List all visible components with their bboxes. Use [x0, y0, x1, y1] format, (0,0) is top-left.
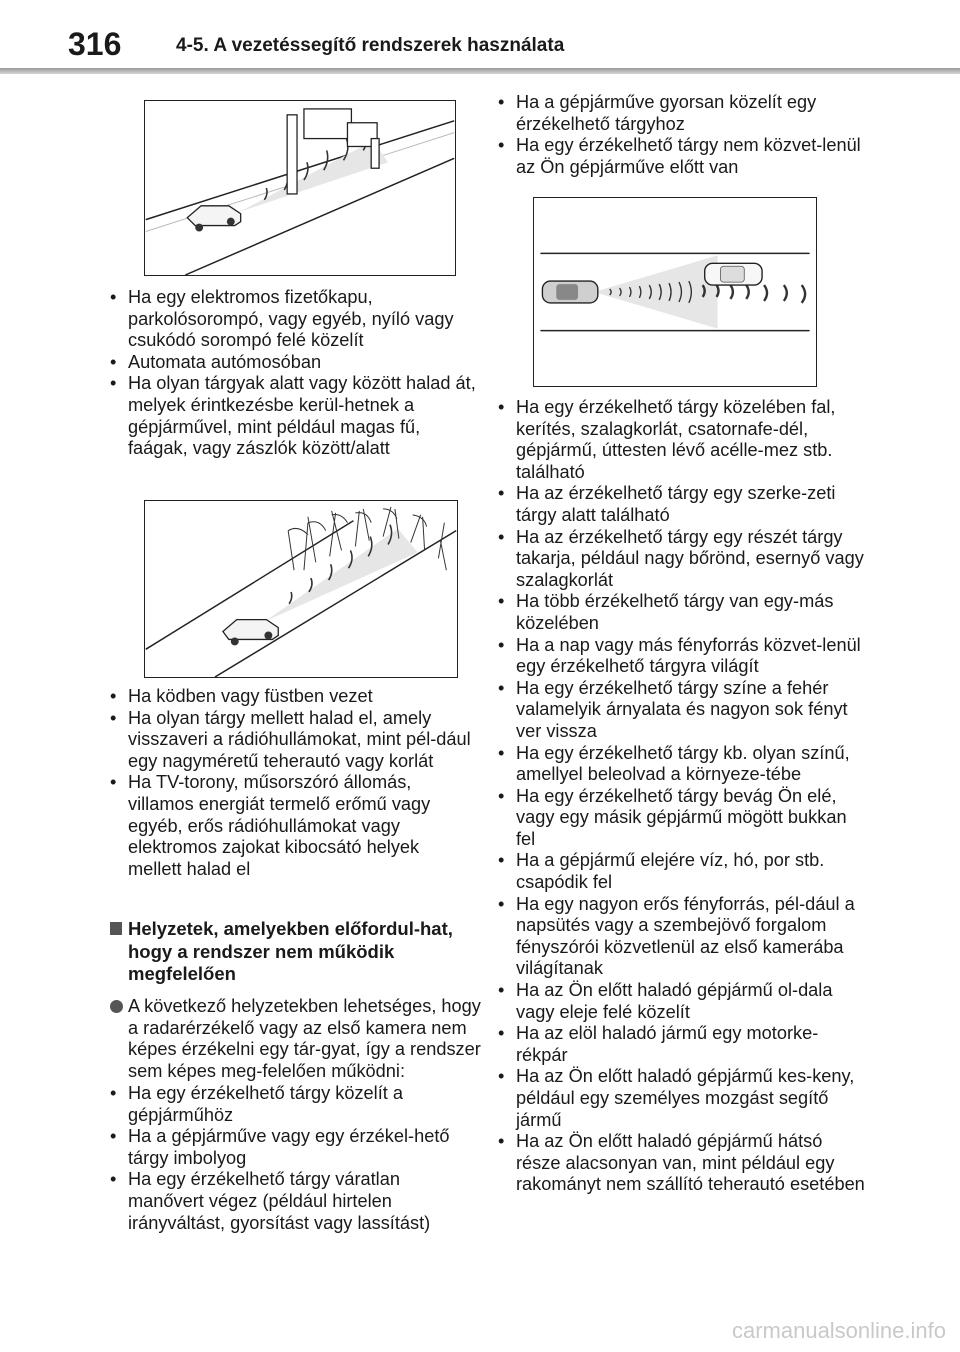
left-bullet-list-2 — [106, 686, 476, 880]
list-item: • Ha egy elektromos fizetőkapu, parkolósorompó, vagy egyéb, nyíló vagy csukódó sorompó felé közelít — [106, 287, 476, 352]
left-bullet-list-3 — [106, 1083, 476, 1234]
illustration-tall-grass — [144, 500, 458, 678]
list-item: • Ha a nap vagy más fényforrás közvet-lenül egy érzékelhető tárgyra világít — [494, 635, 866, 678]
list-item: • Ha a gépjármű elejére víz, hó, por stb. csapódik fel — [494, 850, 866, 893]
list-item: • Ha a gépjárműve vagy egy érzékel-hető tárgy imbolyog — [106, 1126, 476, 1169]
list-item: • Ha az elöl haladó jármű egy motorke-rékpár — [494, 1023, 866, 1066]
list-item: • Ha az Ön előtt haladó gépjármű kes-keny, például egy személyes mozgást segítő jármű — [494, 1066, 866, 1131]
list-item: • Ha egy nagyon erős fényforrás, pél-dául a napsütés vagy a szembejövő forgalom fényszórói közvetlenül az első kamerába világítanak — [494, 894, 866, 980]
list-item: • Ha egy érzékelhető tárgy közelében fal, kerítés, szalagkorlát, csatornafe-dél, gépjármű, úttesten lévő acélle-mez stb. található — [494, 397, 866, 483]
list-item: • Ha ködben vagy füstben vezet — [106, 686, 476, 708]
list-item: • Ha az érzékelhető tárgy egy részét tárgy takarja, például nagy bőrönd, esernyő vagy szalagkorlát — [494, 527, 866, 592]
illustration-sign-gantry — [144, 100, 456, 276]
list-item: • Ha az Ön előtt haladó gépjármű hátsó része alacsonyan van, mint például egy rakományt nem szállító teherautó esetében — [494, 1131, 866, 1196]
section-heading-text: Helyzetek, amelyekben előfordul-hat, hogy a rendszer nem működik megfelelően — [128, 918, 453, 984]
gantry-drawing — [145, 101, 455, 275]
square-bullet-icon — [110, 922, 122, 935]
list-item: • Ha egy érzékelhető tárgy kb. olyan színű, amellyel beleolvad a környeze-tébe — [494, 743, 866, 786]
illustration-offset-vehicle — [533, 197, 817, 387]
list-item: • Ha TV-torony, műsorszóró állomás, villamos energiát termelő erőmű vagy egyéb, erős rádióhullámokat vagy elektromos zajokat kibocsátó helyek mellett halad el — [106, 772, 476, 880]
page-header — [0, 0, 960, 76]
intro-paragraph — [110, 996, 490, 1082]
list-item: • Ha az érzékelhető tárgy egy szerke-zeti tárgy alatt található — [494, 483, 866, 526]
section-heading — [110, 918, 488, 986]
list-item: • Ha egy érzékelhető tárgy közelít a gépjárműhöz — [106, 1083, 476, 1126]
list-item: • Ha az Ön előtt haladó gépjármű ol-dala vagy eleje felé közelít — [494, 980, 866, 1023]
header-divider — [0, 68, 960, 74]
right-bullet-list-1 — [494, 92, 866, 178]
intro-text: A következő helyzetekben lehetséges, hogy a radarérzékelő vagy az első kamera nem képes érzékelni egy tár-gyat, így a rendszer sem képes meg-felelően működni: — [128, 996, 481, 1081]
list-item: • Ha egy érzékelhető tárgy színe a fehér valamelyik árnyalata és nagyon sok fényt ver vissza — [494, 678, 866, 743]
circle-bullet-icon — [110, 1000, 123, 1013]
watermark: carmanualsonline.info — [731, 1318, 946, 1343]
list-item: • Ha több érzékelhető tárgy van egy-más közelében — [494, 591, 866, 634]
offset-vehicle-drawing — [534, 198, 816, 386]
chapter-title: 4-5. A vezetéssegítő rendszerek használata — [176, 35, 565, 56]
page-number: 316 — [68, 26, 122, 62]
list-item: • Ha egy érzékelhető tárgy bevág Ön elé, vagy egy másik gépjármű mögött bukkan fel — [494, 786, 866, 851]
list-item: • Ha egy érzékelhető tárgy váratlan manővert végez (például hirtelen irányváltást, gyorsítást vagy lassítást) — [106, 1169, 476, 1234]
grass-drawing — [145, 501, 457, 677]
right-bullet-list-2 — [494, 397, 866, 1196]
list-item: • Ha a gépjárműve gyorsan közelít egy érzékelhető tárgyhoz — [494, 92, 866, 135]
list-item: • Ha olyan tárgy mellett halad el, amely visszaveri a rádióhullámokat, mint pél-dául egy nagyméretű teherautó vagy korlát — [106, 708, 476, 773]
left-bullet-list-1 — [106, 287, 476, 460]
list-item: • Ha olyan tárgyak alatt vagy között halad át, melyek érintkezésbe kerül-hetnek a gépjárművel, mint például magas fű, faágak, vagy zászlók között/alatt — [106, 373, 476, 459]
list-item: • Ha egy érzékelhető tárgy nem közvet-lenül az Ön gépjárműve előtt van — [494, 135, 866, 178]
list-item: • Automata autómosóban — [106, 352, 476, 374]
